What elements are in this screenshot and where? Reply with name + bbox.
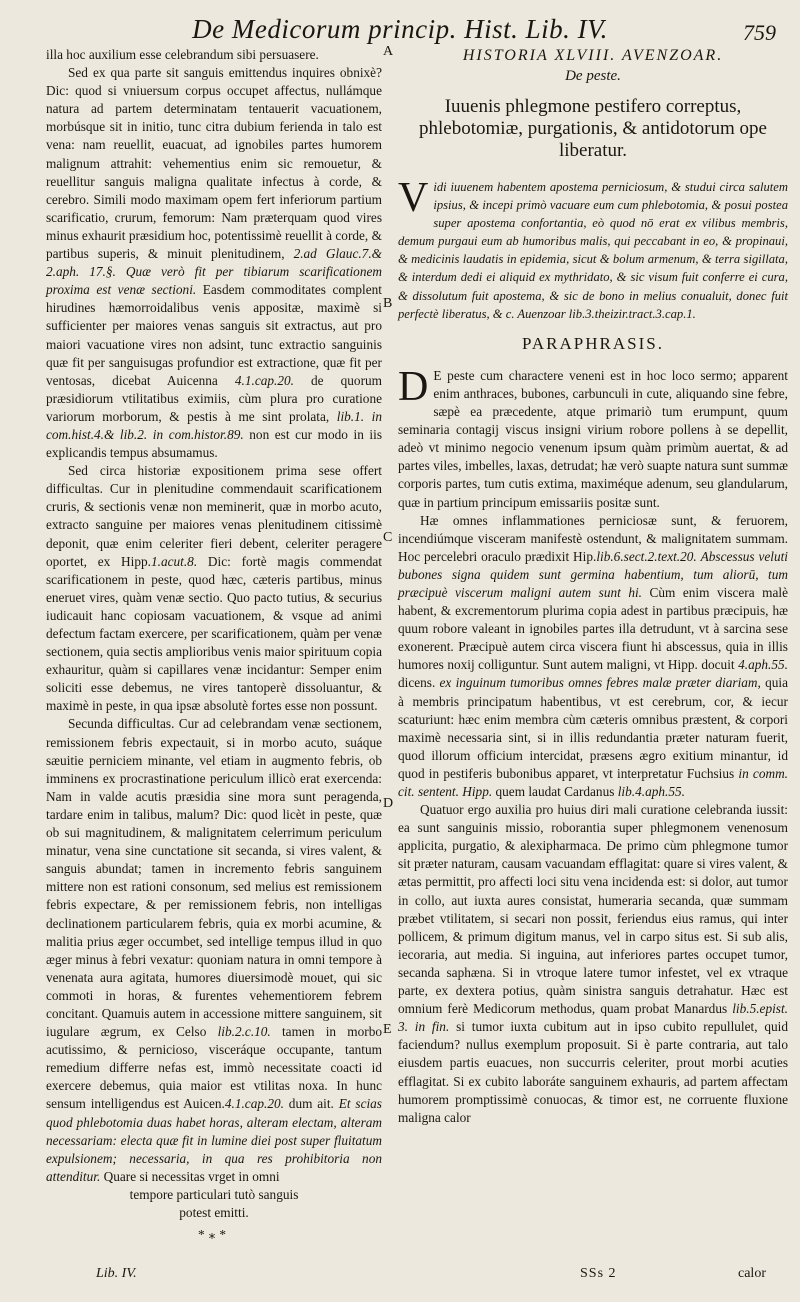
margin-marker-e: E: [383, 1022, 392, 1037]
citation-text: lib.4.aph.55.: [617, 784, 685, 799]
left-paragraph: [46, 64, 382, 462]
closing-line-2: potest emitti.: [179, 1205, 249, 1220]
history-subtitle: De peste.: [565, 68, 621, 84]
case-report: [398, 175, 788, 323]
body-text: non est cur modo in iis explicandis tempus absumamus.: [46, 426, 382, 461]
body-text: dicens.: [398, 675, 440, 691]
citation-text: lib.6.sect.2.text.20.: [596, 548, 697, 564]
citation-text: 2.ad Glauc.7.& 2.aph. 17.§. Quæ verò fit per tibiarum scarificationem proxima est venæ sectioni.: [46, 246, 382, 298]
signature-mark: SSs 2: [580, 1266, 617, 1281]
citation-text: 1.acut.8.: [150, 553, 198, 569]
citation-text: 4.1.cap.20.: [224, 1096, 284, 1112]
body-text: quia à membris principatum habentibus, vt est cerebrum, cor, & iecur scaturiunt: hæc enim membra cùm cæteris omnibus præstent, & corpori maximè necessaria sint, si in illis redundantia præter naturam fuerit, quod illorum officium intercidat, præsens ægro exitium minantur, id quod in pestiferis bubonibus apparet, vt interpretatur Fuchsius: [398, 675, 788, 781]
body-text: Quare si necessitas vrget in omni: [100, 1168, 280, 1184]
paraphrasis-heading: PARAPHRASIS.: [522, 333, 664, 353]
asterism: *⁎*: [198, 1227, 230, 1243]
paraphrasis-dropcap: D: [398, 363, 429, 410]
citation-text: 4.aph.55.: [738, 657, 788, 673]
left-column: [46, 46, 382, 1244]
citation-text: lib.1. in com.hist.4.& lib.2. in com.histor.89.: [46, 408, 382, 442]
body-text: E peste cum charactere veneni est in hoc loco sermo; apparent enim anthraces, bubones, carbunculi in cute, aliquando sine febre, sæpè ea præcedente, atque primariò tum erumpunt, quum seminaria contagij viscus insigni virium robore pollens à se depellit, adeò vt minimo negocio venenum ipsum quàm primùm auertat, & ad partes viles, imbelles, laxas, detrudat; hæ verò suapte natura sunt summæ corporis partes, tum cutis extima, maximéque adenum, seu glandularum, quæ in partium principum emissariis positæ sunt.: [398, 367, 788, 510]
right-paragraph: [398, 363, 788, 512]
citation-text: 4.1.cap.20.: [234, 372, 294, 388]
running-head: De Medicorum princip. Hist. Lib. IV.: [192, 14, 608, 44]
body-text: illa hoc auxilium esse celebrandum sibi persuasere.: [46, 47, 319, 62]
right-paragraph: [398, 801, 788, 1127]
catchword: calor: [738, 1266, 766, 1281]
margin-marker-b: B: [383, 296, 393, 311]
body-text: Cùm enim viscera malè habent, & excrementorum plurima copia adest in partibus præcipuis, hæ quum robore valeant in ignobiles partes illa detrudunt, vt à sarcina sese exonerent. Præcipuè autem circa viscera fiunt hi abscessus, quia in illis humores noxij colliguntur. Sunt autem maligni, vt Hipp. docuit: [398, 584, 788, 673]
body-text: si tumor iuxta cubitum aut in ipso cubito repullulet, quid faciendum? nullus exemplum proposuit. Si è parte contraria, aut talo eiusdem partis euacues, non succurris celeriter, prout morbi acuties efflagitat. Si ex cubito laboráte sanguinem exhauris, ad partem affectam humorem promptissimè conuocas, & timor est, ne corruente fluxione maligna calor: [398, 1019, 788, 1125]
case-dropcap: V: [398, 175, 429, 221]
left-column-text: [46, 46, 382, 1186]
citation-text: lib.5.epist. 3. in fin.: [398, 1001, 788, 1035]
body-text: Sed ex qua parte sit sanguis emittendus inquires obnixè? Dic: quod si vniuersum corpus occupet affectus, nullámque natura ad partem determinatam tentauerit vacuationem, morbúsque sit in initio, tunc citra dubium ferienda in talo est vena: nam reuellit, euacuat, ad ignobiles partes humorem malignum attrahit: vehementius enim sic remouetur, & reuellitur sanguis maligna qualitate infectus à corde, & cerebro. Simili modo maximam opem fert inferiorum partium scarificatio, crurum, femorum: Nam præterquam quod vires minus exhaurit præsidium hoc, potentissimè reuellit à corde, & partibus superis, & minuit plenitudinem,: [46, 65, 382, 262]
citation-text: Et scias quod phlebotomia duas habet horas, alteram electam, alteram necessariam: electa quæ fit in lumine diei post super fluitatum expulsionem; necessaria, in qua res prohibitoria non attenditur.: [46, 1096, 382, 1184]
right-column: [398, 46, 788, 1127]
body-text: Dic: fortè magis commendat scarificationem in peste, quod hæc, cæteris partibus, minus eneruet vires, quàm venæ sectio. Quo pacto tutius, & securius iudicauit hanc copiosam vacuationem, & vsque ad animi defectum factam exercere, per scarificationem, quàm per venæ sectionem, quia sectis amplioribus venis maior spirituum copia exhauritur, quàm si capillares venæ incidantur: Semper enim soliciti esse debemus, ne vires tantoperè dissoluantur, & maximè in peste, in qua ipsæ absolutè fortes esse non possunt.: [46, 553, 382, 714]
body-text: Hæ omnes inflammationes perniciosæ sunt, & feruorem, incendiúmque visceram manifestè ostendunt, & malignitatem summam. Hoc percelebri oraculo prædixit Hip.: [398, 512, 788, 564]
left-paragraph: [46, 462, 382, 715]
case-report-text: idi iuuenem habentem apostema perniciosum, & studui circa salutem ipsius, & incepi primò vacuare eum cum phlebotomia, & posui postea super apostema confortantia, eò quod nō erat ex vilibus membris, demum purgaui eum ab humoribus malis, qui peccabant in eo, & propinaui, & medicinis laudatis in epidemia, sicut & bolum armenum, & terra sigillata, & interdum dedi ei aliquid ex mythridato, & sic visum fuit conferre ei cura, & dissolutum fuit apostema, & sic de bono in melius conualuit, donec fuit perfectè liberatus, & c. Auenzoar lib.3.theizir.tract.3.cap.1.: [398, 180, 788, 321]
margin-marker-a: A: [383, 44, 394, 59]
right-column-text: [398, 363, 789, 1127]
body-text: de quorum præsidiorum vtilitatibus eximiis, cùm plura pro curatione variorum morborum, & pestis à me sint prolata,: [46, 372, 382, 424]
body-text: Secunda difficultas. Cur ad celebrandam venæ sectionem, remissionem febris expectauit, si in morbo acuto, suáque sæuitie perniciem minante, vel etiam in augmento febris, ob imminens ex procrastinatione periculum illicò erat exercenda: Nam in valde acutis præsidia sine mora sunt peragenda, tardare enim in talibus, malum? Dic: quod licèt in peste, quæ ob sui magnitudinem, & malignitatem celerrimum periculum minatur, vena sine cunctatione sit secanda, si vires valent, & sanguis abundat; tamen in incremento febris sanguinem mittere non est rationi consonum, sed melius est remissionem febris expectare, & per remissionem febris, non intelligas declinationem particularem febris, quia ex morbi acumine, & malitia prius æger occumbet, sed intellige tempus illud in quo æger minus à febri vexatur: quoniam natura in omni tempore à venenata aura agitata, humores diuersimodè mouet, qui sic commoti in horas, & furentes vehementiorem febrem concitant. Quamuis autem in accessione mittere sanguinem, sit iugulare ægrum, ex Celso: [46, 716, 382, 1040]
left-paragraph: [46, 715, 382, 1185]
margin-marker-d: D: [383, 796, 394, 811]
body-text: tamen in morbo acutissimo, & pernicioso, visceráque occupante, tantum remedium differre nefas est, immò necessitate coacti id exercere debemus, quia maior est vtilitas noxa. In hunc sensum intelligendus est Auicen.: [46, 1024, 382, 1112]
right-paragraph: [398, 512, 788, 802]
citation-text: ex inguinum tumoribus omnes febres malæ præter diariam,: [439, 675, 761, 691]
citation-text: Abscessus veluti bubones signa quidem sunt germina habentium, tum aliorū, tum præcipuè viscerum maligni autem sunt hi.: [398, 548, 788, 600]
body-text: dum ait.: [283, 1096, 339, 1112]
body-text: quem laudat Cardanus: [492, 784, 618, 799]
case-subject-heading: Iuuenis phlegmone pestifero correptus, phlebotomiæ, purgationis, & antidotorum ope liberatur.: [419, 96, 767, 161]
body-text: Easdem commoditates complent hirudines hæmorroidalibus venis appositæ, maximè si sufficienter per maiores venas sanguis sit extractus, aut pro maiori vacuatione vires non adsint, tunc extractio sanguinis quæ fit per sanguisugas profundior est extractione, quæ fit per ventosas, dicebat Auicenna: [46, 282, 382, 388]
body-text: Sed circa historiæ expositionem prima sese offert difficultas. Cur in plenitudine commendauit scarificationem cruris, & sectionis venæ non meminerit, quæ in morbo acuto, extracto sanguine per maiores venas plenitudinem citissimè deponit, quæ enim celeriter fieri debent, celeriter peragere oportet, ex Hipp.: [46, 463, 382, 569]
history-title: HISTORIA XLVIII. AVENZOAR.: [462, 47, 724, 64]
citation-text: in comm. cit. sentent. Hipp.: [398, 765, 789, 799]
margin-marker-c: C: [383, 530, 393, 545]
left-paragraph: [46, 46, 382, 64]
page-number: 759: [743, 20, 776, 45]
closing-line-1: tempore particulari tutò sanguis: [129, 1186, 299, 1202]
citation-text: lib.2.c.10.: [217, 1024, 271, 1040]
footer-book-label: Lib. IV.: [96, 1266, 137, 1281]
body-text: Quatuor ergo auxilia pro huius diri mali curatione celebranda iussit: ea sunt sanguinis missio, roborantia super phlegmonem venenosum applicita, purgatio, & alexipharmaca. De primo cùm phlegmone tumor sit præter naturam, causam vacuandam efflagitat: quare si vires valent, & ætas permittit, pro affecti loci situ vena incidenda est: si dolor, aut tumor in collo, aut iuxta aures consistat, humeraria secanda, quæ summam præbet vtilitatem, si secari non possit, feriendus eius ramus, qui inter pollicem, & primum digitum manus, vel in carpo situs est. Si sub alis, iecoraria, aut media. Si inguina, aut inferiores partes occupet tumor, secanda saphæna. Si in vtroque latere tumor infestet, vel ex vtraque parte, ex dextera potius, quàm sinistra sanguis detrahatur. Hæc est omnium ferè Medicorum methodus, quam probat Manardus: [398, 802, 788, 1017]
